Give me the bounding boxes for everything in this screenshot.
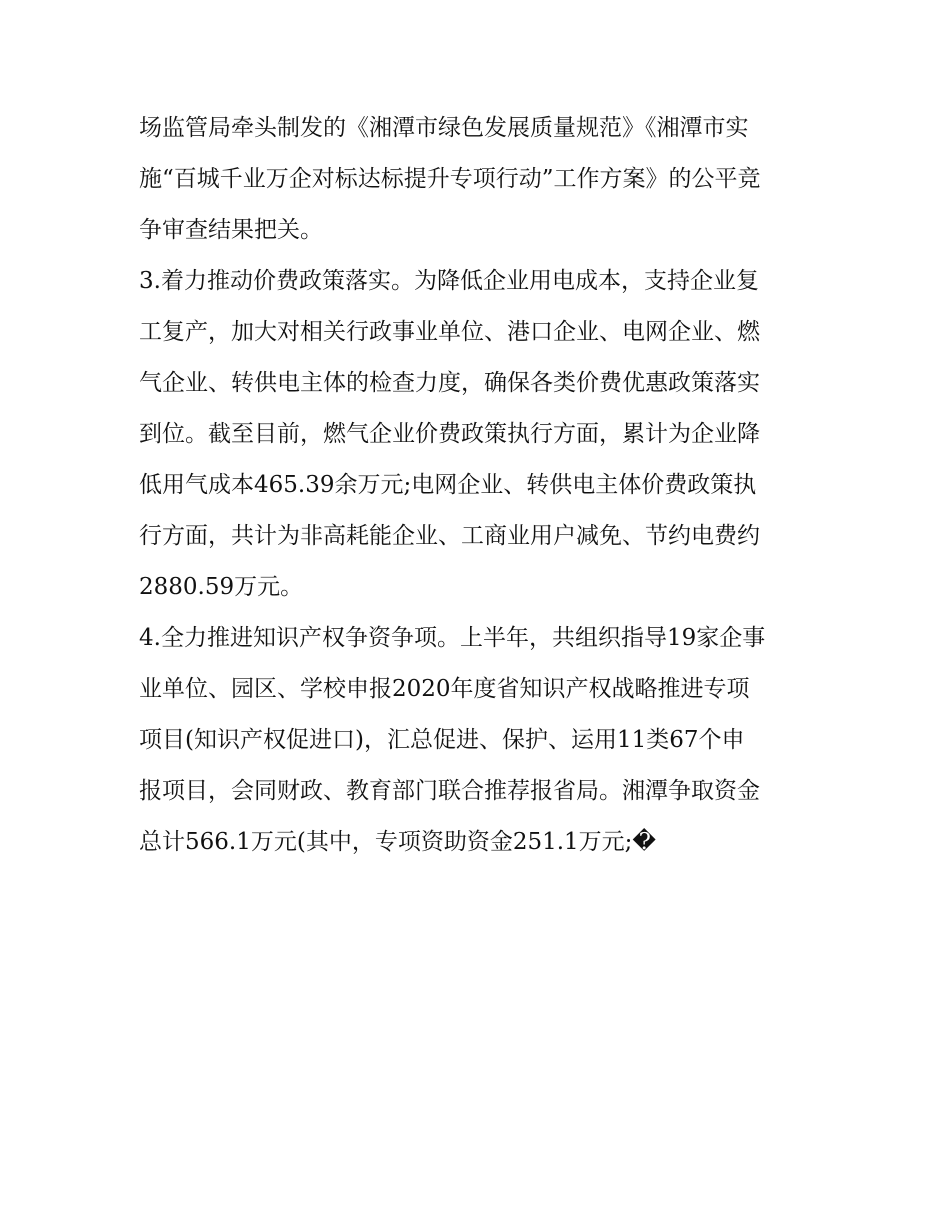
text-line: 施“百城千业万企对标达标提升专项行动”工作方案》的公平竞 — [139, 166, 761, 192]
text-line: 3.着力推动价费政策落实。为降低企业用电成本，支持企业复 — [139, 268, 759, 294]
text-line: 低用气成本465.39余万元;电网企业、转供电主体价费政策执 — [139, 472, 757, 498]
text-line: 气企业、转供电主体的检查力度，确保各类价费优惠政策落实 — [139, 370, 760, 396]
text-line: 行方面，共计为非高耗能企业、工商业用户减免、节约电费约 — [139, 523, 760, 549]
text-line: 争审查结果把关。 — [139, 217, 323, 243]
text-line: 业单位、园区、学校申报2020年度省知识产权战略推进专项 — [139, 676, 750, 702]
text-line: 报项目，会同财政、教育部门联合推荐报省局。湘潭争取资金 — [139, 778, 760, 804]
text-line: 工复产，加大对相关行政事业单位、港口企业、电网企业、燃 — [139, 319, 760, 345]
text-line: 到位。截至目前，燃气企业价费政策执行方面，累计为企业降 — [139, 421, 760, 447]
text-line: 4.全力推进知识产权争资争项。上半年，共组织指导19家企事 — [139, 625, 766, 651]
text-line: 2880.59万元。 — [139, 574, 304, 600]
text-line: 场监管局牵头制发的《湘潭市绿色发展质量规范》《湘潭市实 — [139, 115, 749, 141]
text-line: 项目(知识产权促进口)，汇总促进、保护、运用11类67个申 — [139, 727, 745, 753]
document-body — [139, 103, 814, 868]
text-line: 总计566.1万元(其中，专项资助资金251.1万元;� — [139, 829, 656, 855]
